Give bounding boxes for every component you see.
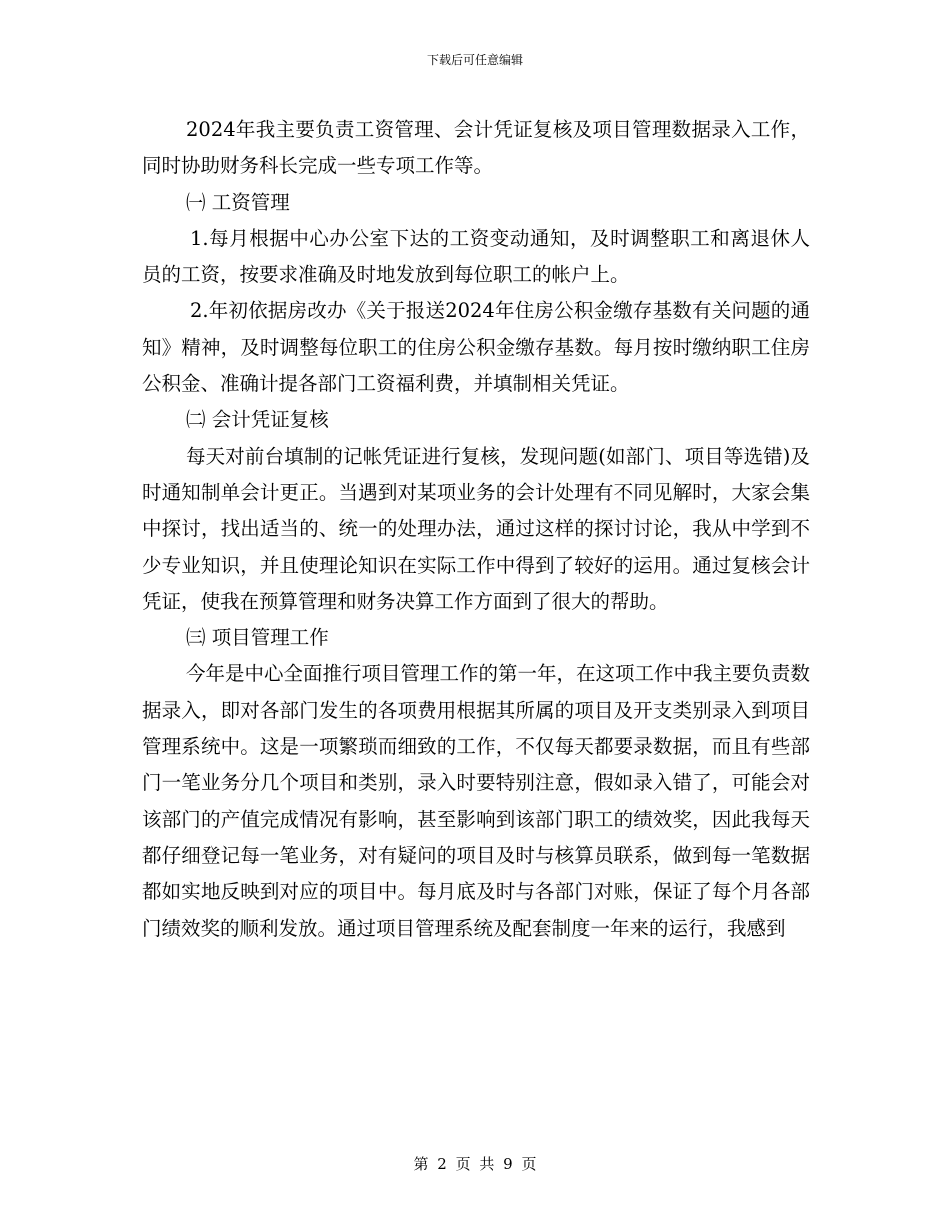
section-heading-salary: ㈠ 工资管理 (186, 190, 290, 214)
page-header: 下载后可任意编辑 (426, 53, 523, 67)
section-heading-voucher-review: ㈡ 会计凭证复核 (186, 408, 329, 432)
intro-paragraph: 2024年我主要负责工资管理、会计凭证复核及项目管理数据录入工作，同时协助财务科长完成一些专项工作等。 (142, 118, 810, 178)
salary-item-2: 2.年初依据房改办《关于报送2024年住房公积金缴存基数有关问题的通知》精神，及时调整每位职工的住房公积金缴存基数。每月按时缴纳职工住房公积金、准确计提各部门工资福利费，并填制相关凭证。 (142, 299, 810, 396)
voucher-review-paragraph: 每天对前台填制的记帐凭证进行复核，发现问题(如部门、项目等选错)及时通知制单会计更正。当遇到对某项业务的会计处理有不同见解时，大家会集中探讨，找出适当的、统一的处理办法，通过这样的探讨讨论，我从中学到不少专业知识，并且使理论知识在实际工作中得到了较好的运用。通过复核会计凭证，使我在预算管理和财务决算工作方面到了很大的帮助。 (142, 444, 810, 613)
salary-item-1: 1.每月根据中心办公室下达的工资变动通知，及时调整职工和离退休人员的工资，按要求准确及时地发放到每位职工的帐户上。 (142, 226, 810, 287)
project-management-paragraph: 今年是中心全面推行项目管理工作的第一年，在这项工作中我主要负责数据录入，即对各部门发生的各项费用根据其所属的项目及开支类别录入到项目管理系统中。这是一项繁琐而细致的工作，不仅每天都要录数据，而且有些部门一笔业务分几个项目和类别，录入时要特别注意，假如录入错了，可能会对该部门的产值完成情况有影响，甚至影响到该部门职工的绩效奖，因此我每天都仔细登记每一笔业务，对有疑问的项目及时与核算员联系，做到每一笔数据都如实地反映到对应的项目中。每月底及时与各部门对账，保证了每个月各部门绩效奖的顺利发放。通过项目管理系统及配套制度一年来的运行，我感到 (142, 662, 811, 940)
document-body (142, 112, 810, 947)
page-number: 第 2 页 共 9 页 (413, 1155, 537, 1173)
section-heading-project-management: ㈢ 项目管理工作 (186, 626, 329, 650)
